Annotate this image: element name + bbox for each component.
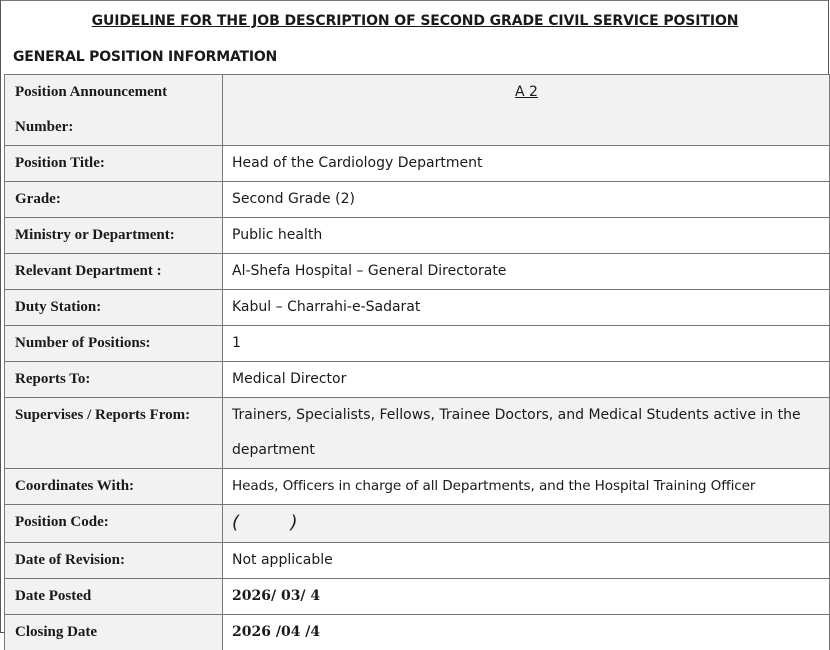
- table-row: [5, 290, 830, 326]
- row-value: Kabul – Charrahi-e-Sadarat: [223, 290, 830, 326]
- row-label: Number of Positions:: [5, 326, 223, 362]
- row-value: [223, 75, 830, 146]
- table-row: [5, 182, 830, 218]
- row-value: Second Grade (2): [223, 182, 830, 218]
- row-label: Duty Station:: [5, 290, 223, 326]
- row-value: Medical Director: [223, 362, 830, 398]
- row-label: Date of Revision:: [5, 543, 223, 579]
- row-label: Relevant Department :: [5, 254, 223, 290]
- position-info-table: [4, 74, 830, 650]
- row-label: Position Code:: [5, 505, 223, 543]
- date-posted: 2026/ 03/ 4: [232, 588, 320, 604]
- row-label: Closing Date: [5, 615, 223, 650]
- table-row: [5, 254, 830, 290]
- table-row: [5, 543, 830, 579]
- row-label: Coordinates With:: [5, 469, 223, 505]
- table-row: [5, 398, 830, 469]
- row-label: Position Announcement Number:: [5, 75, 223, 146]
- row-label: Ministry or Department:: [5, 218, 223, 254]
- table-row: [5, 362, 830, 398]
- row-label: Date Posted: [5, 579, 223, 615]
- row-label: Supervises / Reports From:: [5, 398, 223, 469]
- row-value: Not applicable: [223, 543, 830, 579]
- row-value: [223, 579, 830, 615]
- table-row: [5, 579, 830, 615]
- document-title: GUIDELINE FOR THE JOB DESCRIPTION OF SECOND GRADE CIVIL SERVICE POSITION: [1, 13, 829, 29]
- table-row: [5, 218, 830, 254]
- table-row: [5, 469, 830, 505]
- announcement-number: A 2: [515, 84, 538, 100]
- table-row: [5, 326, 830, 362]
- row-value: [223, 615, 830, 650]
- row-value: [223, 505, 830, 543]
- row-value: Head of the Cardiology Department: [223, 146, 830, 182]
- row-value: Al-Shefa Hospital – General Directorate: [223, 254, 830, 290]
- row-value: 1: [223, 326, 830, 362]
- section-heading: GENERAL POSITION INFORMATION: [13, 49, 277, 65]
- row-label: Grade:: [5, 182, 223, 218]
- table-row: [5, 75, 830, 146]
- table-row: [5, 615, 830, 650]
- row-value: Heads, Officers in charge of all Departments, and the Hospital Training Officer: [223, 469, 830, 505]
- table-row: [5, 505, 830, 543]
- closing-date: 2026 /04 /4: [232, 624, 320, 640]
- row-value: Public health: [223, 218, 830, 254]
- table-row: [5, 146, 830, 182]
- row-label: Position Title:: [5, 146, 223, 182]
- row-value: Trainers, Specialists, Fellows, Trainee Doctors, and Medical Students active in the department: [223, 398, 830, 469]
- position-code-blank: ( ): [232, 512, 298, 533]
- row-label: Reports To:: [5, 362, 223, 398]
